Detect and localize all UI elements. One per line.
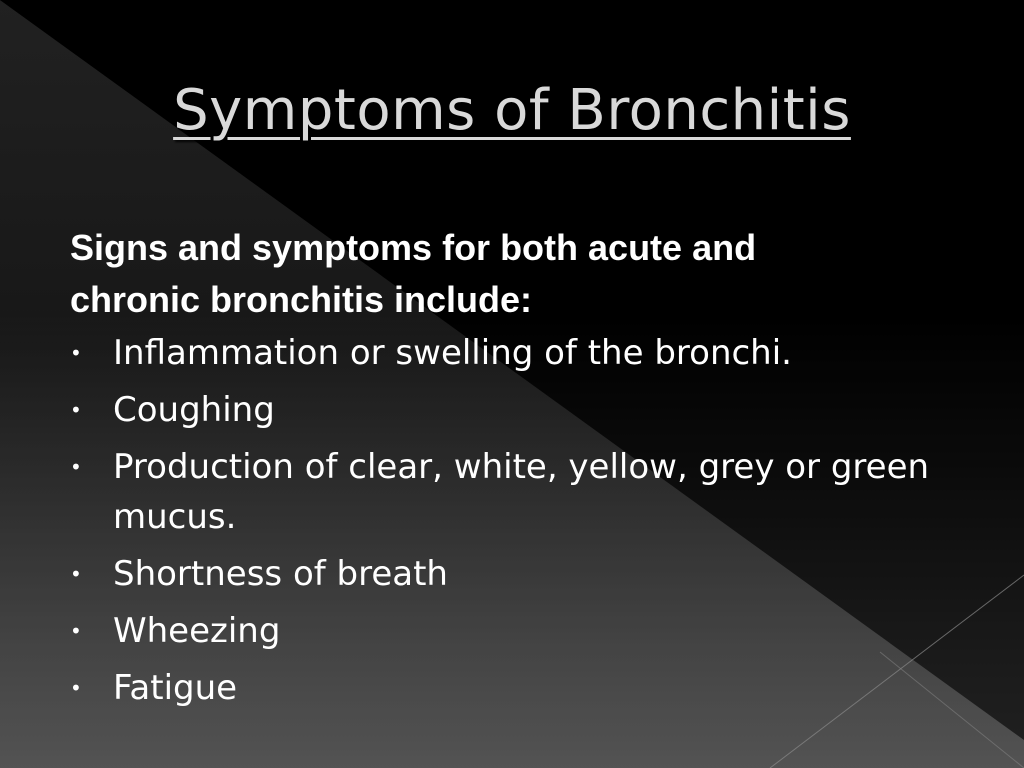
list-item-text: Production of clear, white, yellow, grey or green mucus. (113, 447, 930, 537)
list-item-text: Wheezing (113, 611, 281, 651)
bullet-icon: • (70, 619, 82, 643)
bullet-icon: • (70, 398, 82, 422)
list-item (70, 328, 950, 378)
intro-line-1: Signs and symptoms for both acute and (70, 227, 757, 268)
list-item-text: Shortness of breath (113, 554, 448, 594)
bullet-icon: • (70, 562, 82, 586)
list-item-text: Fatigue (113, 668, 238, 708)
bullet-icon: • (70, 341, 82, 365)
list-item (70, 606, 950, 656)
bullet-icon: • (70, 676, 82, 700)
list-item (70, 549, 950, 599)
list-item-text: Inflammation or swelling of the bronchi. (113, 333, 792, 373)
bullet-icon: • (70, 455, 82, 479)
list-item (70, 385, 950, 435)
list-item-text: Coughing (113, 390, 275, 430)
intro-text (70, 222, 930, 326)
list-item (70, 663, 950, 713)
intro-line-2: chronic bronchitis include: (70, 279, 533, 320)
slide-title: Symptoms of Bronchitis (173, 78, 851, 143)
list-item (70, 442, 950, 542)
symptom-list (70, 328, 950, 720)
